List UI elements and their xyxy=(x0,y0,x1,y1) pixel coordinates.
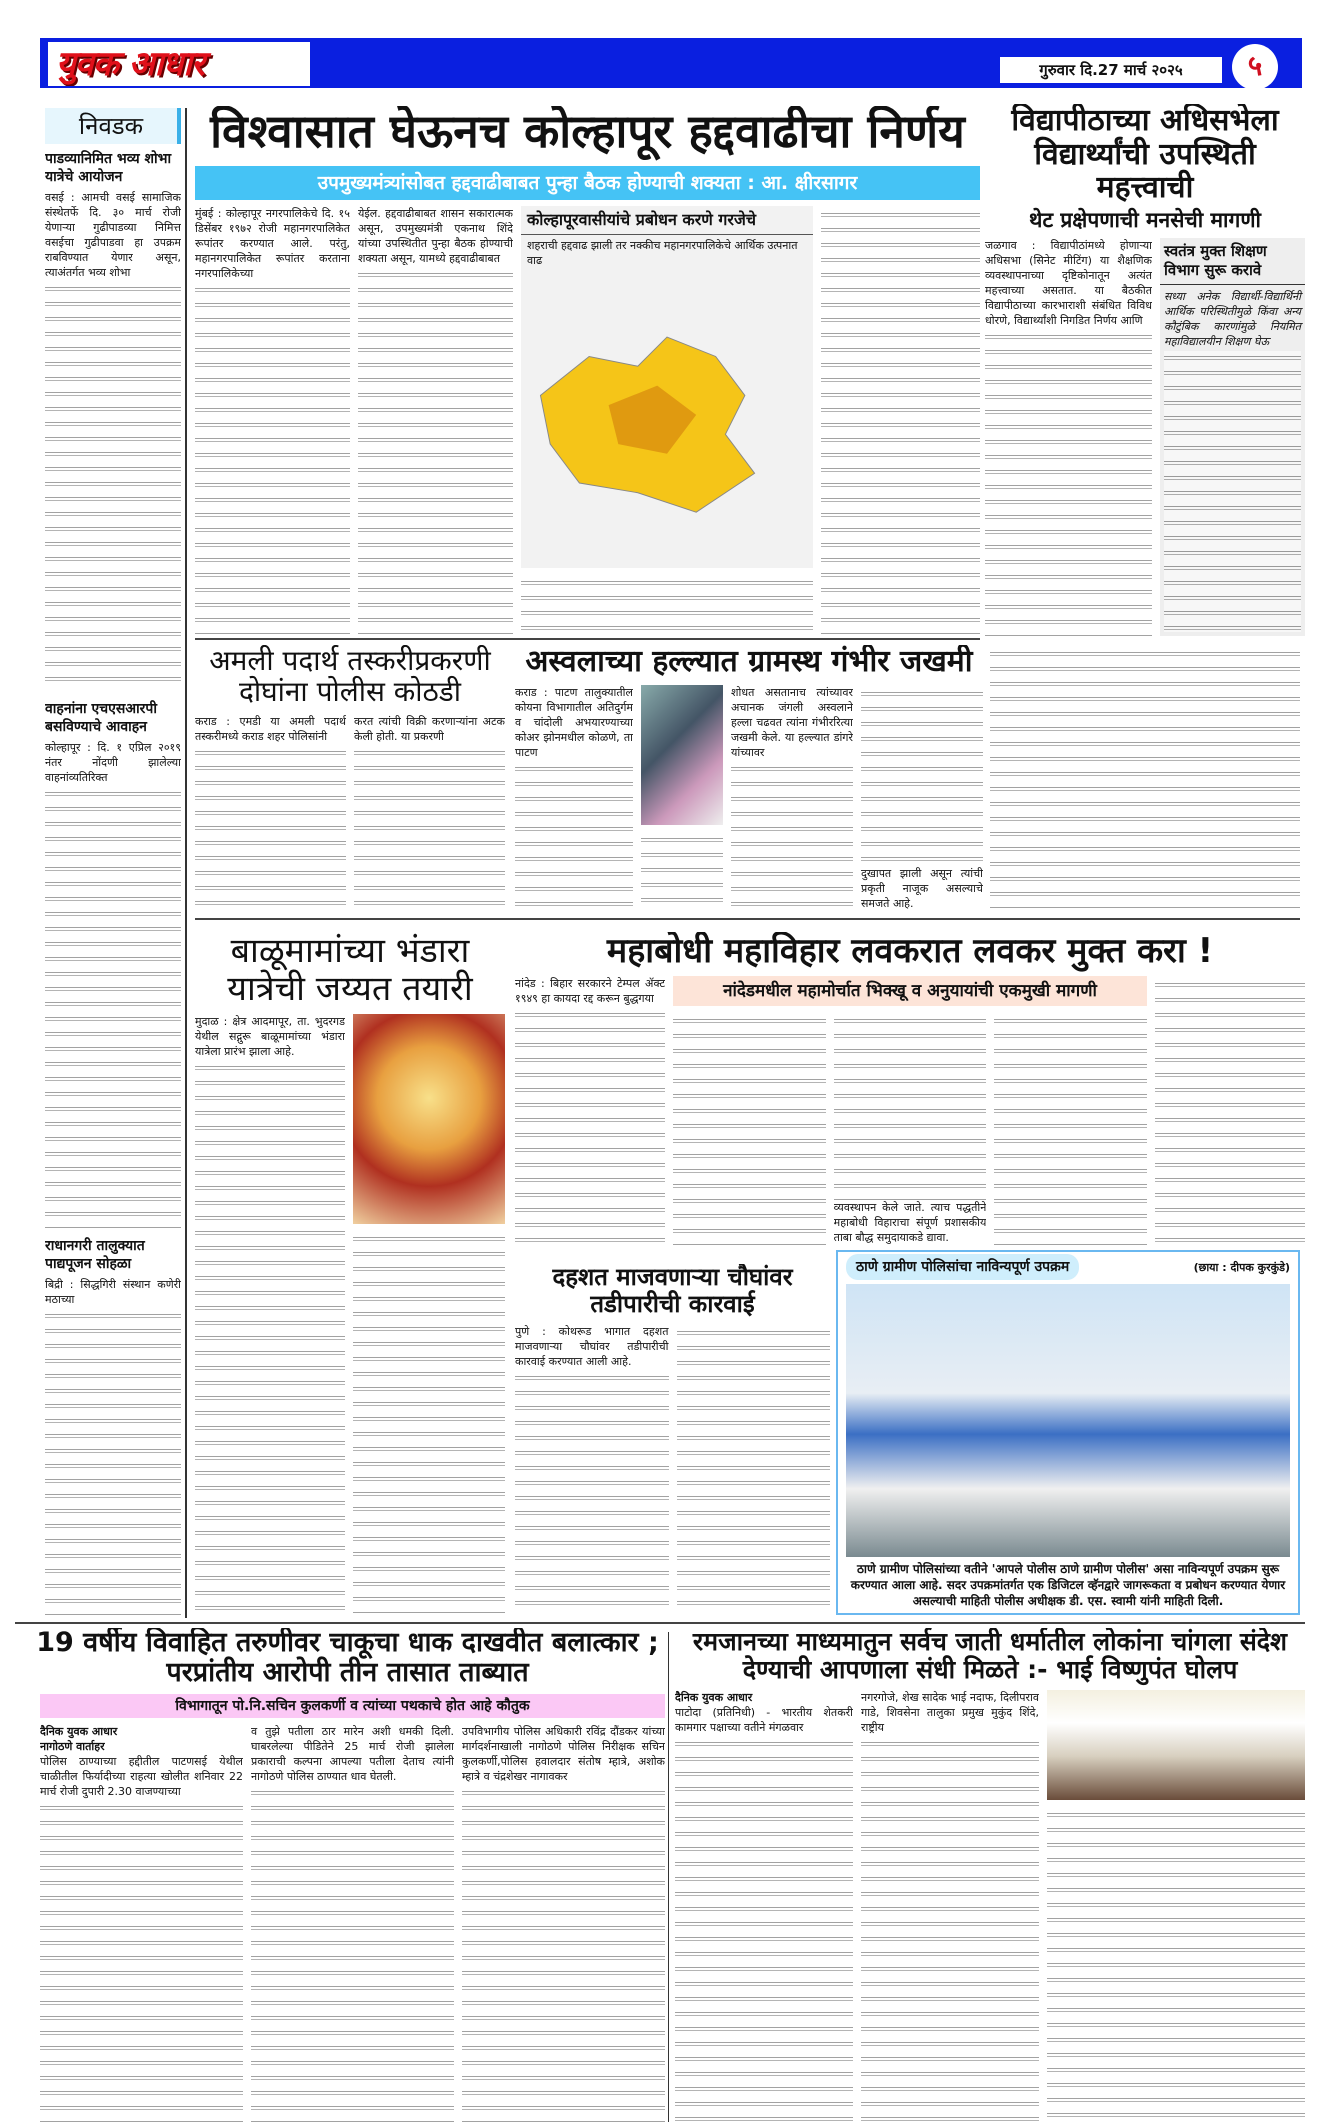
main-article-col1 xyxy=(195,206,350,634)
assault-article-col2 xyxy=(251,1724,454,2123)
mahabodhi-article-col4 xyxy=(994,1012,1147,1245)
article-text: पाटोदा (प्रतिनिधी) - भारतीय शेतकरी कामगार पक्षाच्या वतीने मंगळवार xyxy=(675,1706,853,1734)
ramzan-headline: रमजानच्या माध्यमातुन सर्वच जाती धर्मातील लोकांना चांगला संदेश देण्याची आपणाला संधी मिळते :- भाई विष्णुपंत घोलप xyxy=(692,1628,1288,1684)
university-article-col1 xyxy=(985,238,1152,636)
ramzan-photo-column xyxy=(1047,1690,1305,2123)
balumama-headline: बाळूमामांच्या भंडारा यात्रेची जय्यत तयारी xyxy=(227,932,473,1010)
article-text: कराड : पाटण तालुक्यातील कोयना विभागातील अतिदुर्गम व चांदोली अभयारण्याच्या कोअर झोनमधील कोळणे, ता पाटण xyxy=(515,685,633,759)
page-number: ५ xyxy=(1232,44,1278,90)
article-body-text xyxy=(515,1371,669,1614)
bear-article-col2 xyxy=(641,831,723,911)
article-text: येईल. हद्दवाढीबाबत शासन सकारात्मक असून, उपमुख्यमंत्री एकनाथ शिंदे यांच्या उपस्थितीत पुन्हा बैठक होण्याची शक्यता असून, यामध्ये हद्दवाढीबाबत xyxy=(358,206,513,265)
assault-banner: विभागातून पो.नि.सचिन कुलकर्णी व त्यांच्या पथकाचे होत आहे कौतुक xyxy=(40,1694,665,1718)
section-divider xyxy=(15,1622,1305,1624)
mahabodhi-article-col5 xyxy=(1155,976,1305,1245)
ramzan-article-col3 xyxy=(1047,1806,1305,2123)
article-text: बिद्री : सिद्धगिरी संस्थान कणेरी मठाच्या xyxy=(45,1278,181,1306)
newspaper-logo: युवक आधार xyxy=(48,42,310,86)
article-text: उपविभागीय पोलिस अधिकारी रविंद्र दौंडकर यांच्या मार्गदर्शनाखाली नागोठणे पोलिस निरीक्षक सचिन कुलकर्णी,पोलिस हवालदार संतोष म्हात्रे, अशोक म्हात्रे व चंद्रशेखर नागावकर xyxy=(462,1725,665,1784)
drugs-headline: अमली पदार्थ तस्करीप्रकरणी दोघांना पोलीस कोठडी xyxy=(209,645,491,709)
article-body-text xyxy=(195,1061,345,1615)
dateline: नागोठणे वार्ताहर xyxy=(40,1740,105,1754)
main-subheadline: उपमुख्यमंत्र्यांसोबत हद्दवाढीबाबत पुन्हा बैठक होण्याची शक्यता : आ. क्षीरसागर xyxy=(195,166,980,200)
bear-story xyxy=(515,645,983,911)
section-divider xyxy=(195,918,1300,920)
ramzan-article-col2 xyxy=(861,1690,1039,2123)
sidebar-story-2 xyxy=(45,700,181,1230)
mahabodhi-article-col1 xyxy=(515,976,665,1245)
article-body-text xyxy=(861,687,983,866)
bear-photo-column xyxy=(641,685,723,911)
sidebar-article-3 xyxy=(45,1277,181,1615)
article-body-text xyxy=(40,1801,243,2123)
open-education-title: स्वतंत्र मुक्त शिक्षण विभाग सुरू करावे xyxy=(1160,238,1305,285)
article-text: वसई : आमची वसई सामाजिक संस्थेतर्फे दि. ३० मार्च रोजी येणाऱ्या गुढीपाडव्या निमित्त वसईचा गुढीपाडवा हा उपक्रम राबविण्यात येणार असून, त्याअंतर्गत भव्य शोभा xyxy=(45,191,181,279)
mahabodhi-headline: महाबोधी महाविहार लवकरात लवकर मुक्त करा ! xyxy=(606,932,1214,971)
article-body-text xyxy=(673,1014,826,1245)
mahabodhi-center xyxy=(673,976,1147,1245)
sidebar-story-3 xyxy=(45,1237,181,1615)
article-text: व्यवस्थापन केले जाते. त्याच पद्धतीने महाबोधी विहाराचा संपूर्ण प्रशासकीय ताबा बौद्ध समुदायाकडे द्यावा. xyxy=(833,1201,987,1244)
article-text: कोल्हापूर : दि. १ एप्रिल २०१९ नंतर नोंदणी झालेल्या वाहनांव्यतिरिक्त xyxy=(45,741,181,784)
section-label-nivadak: निवडक xyxy=(45,108,181,144)
assault-story xyxy=(30,1628,665,2123)
article-body-text xyxy=(1047,1808,1305,2123)
university-story xyxy=(985,104,1305,636)
article-body-text xyxy=(45,1309,181,1615)
article-text: व तुझे पतीला ठार मारेन अशी धमकी दिली. घाबरलेल्या पीडितेने 25 मार्च रोजी झालेला प्रकाराची कल्पना आपल्या पतीला देताच त्यांनी नागोठणे पोलिस ठाण्यात धाव घेतली. xyxy=(251,1725,454,1784)
tadipar-article-col1 xyxy=(515,1324,669,1614)
article-text: कराड : एमडी या अमली पदार्थ तस्करीमध्ये कराड शहर पोलिसांनी xyxy=(195,714,346,743)
police-van-photo xyxy=(846,1284,1290,1557)
article-body-text xyxy=(821,208,980,634)
article-body-text xyxy=(861,1737,1039,2123)
sidebar-article-2 xyxy=(45,740,181,1230)
article-text: नांदेड : बिहार सरकारने टेम्पल ॲक्ट १९४९ हा कायदा रद्द करून बुद्धगया xyxy=(515,977,665,1006)
article-body-text xyxy=(641,833,723,911)
thane-box-title: ठाणे ग्रामीण पोलिसांचा नाविन्यपूर्ण उपक्रम xyxy=(846,1254,1079,1280)
thane-photo-caption: ठाणे ग्रामीण पोलिसांच्या वतीने 'आपले पोलीस ठाणे ग्रामीण पोलीस' असा नाविन्यपूर्ण उपक्रम सुरू करण्यात आला आहे. सदर उपक्रमांतर्गत एक डिजिटल व्हॅनद्वारे जागरूकता व प्रबोधन करण्यात येणार असल्याची माहिती पोलीस अधीक्षक डी. एस. स्वामी यांनी माहिती दिली. xyxy=(850,1562,1286,1608)
article-body-text xyxy=(1164,351,1301,632)
issue-date: गुरुवार दि.27 मार्च २०२५ xyxy=(1000,57,1222,83)
article-body-text xyxy=(45,787,181,1230)
ramzan-story xyxy=(675,1628,1305,2123)
balumama-photo-column xyxy=(353,1014,505,1615)
sidebar-headline-2: वाहनांना एचएसआरपी बसविण्याचे आवाहन xyxy=(45,701,157,735)
sidebar-headline-3: राधानगरी तालुक्यात पाद्यपूजन सोहळा xyxy=(45,1238,145,1272)
main-story xyxy=(195,106,980,634)
bear-victim-photo xyxy=(641,685,723,825)
article-body-text xyxy=(834,1014,987,1200)
article-text: दुखापत झाली असून त्यांची प्रकृती नाजूक असल्याचे समजते आहे. xyxy=(861,867,983,910)
column-divider xyxy=(185,108,187,1618)
mahabodhi-article-col3 xyxy=(834,1012,987,1245)
article-body-text xyxy=(462,1786,665,2123)
article-body-text xyxy=(1155,978,1305,1245)
main-center-column xyxy=(521,206,813,634)
column-divider xyxy=(668,1632,669,2122)
article-body-text xyxy=(195,746,346,911)
info-box xyxy=(521,206,813,568)
article-body-text xyxy=(990,647,1300,910)
drugs-article-col2 xyxy=(354,714,505,911)
sidebar-headline-1: पाडव्यानिमित भव्य शोभा यात्रेचे आयोजन xyxy=(45,151,172,185)
assault-headline: 19 वर्षीय विवाहित तरुणीवर चाकूचा धाक दाखवीत बलात्कार ; परप्रांतीय आरोपी तीन तासात ताब्यात xyxy=(36,1628,659,1689)
thane-police-box xyxy=(836,1250,1300,1615)
article-body-text xyxy=(251,1786,454,2123)
university-article-continued xyxy=(990,645,1300,910)
article-text: मुदाळ : क्षेत्र आदमापूर, ता. भुदरगड येथील सद्गुरू बाळूमामांच्या भंडारा यात्रेला प्रारंभ झाला आहे. xyxy=(195,1015,345,1059)
tadipar-story xyxy=(515,1264,830,1614)
article-body-text xyxy=(677,1326,831,1614)
article-body-text xyxy=(353,1232,505,1615)
byline: दैनिक युवक आधार xyxy=(675,1691,753,1704)
main-article-col2 xyxy=(358,206,513,634)
iftar-event-photo xyxy=(1047,1690,1305,1800)
open-education-text xyxy=(1160,285,1305,636)
bear-article-col4 xyxy=(861,685,983,911)
article-body-text xyxy=(994,1014,1147,1245)
assault-article-col3 xyxy=(462,1724,665,2123)
article-body-text xyxy=(45,282,181,692)
article-body-text xyxy=(354,746,505,911)
article-text: पुणे : कोथरूड भागात दहशत माजवणाऱ्या चौघांवर तडीपारीची कारवाई करण्यात आली आहे. xyxy=(515,1324,669,1368)
article-text: पोलिस ठाण्याच्या हद्दीतील पाटणसई येथील चाळीतील फिर्यादीच्या राहत्या खोलीत शनिवार 22 मार्च रोजी दुपारी 2.30 वाजण्याच्या xyxy=(40,1755,243,1799)
mahabodhi-article-col2 xyxy=(673,1012,826,1245)
drugs-story xyxy=(195,645,505,911)
article-body-text xyxy=(985,330,1152,636)
article-text: जळगाव : विद्यापीठांमध्ये होणाऱ्या अधिसभा (सिनेट मीटिंग) या शैक्षणिक व्यवस्थापनाच्या दृष्टिकोनातून अत्यंत महत्त्वाच्या असतात. या बैठकीत विद्यापीठाच्या कारभाराशी संबंधित विविध धोरणे, विद्यार्थ्यांशी निगडित निर्णय आणि xyxy=(985,239,1152,328)
balumama-idol-photo xyxy=(353,1014,505,1224)
article-body-text xyxy=(731,762,853,911)
ramzan-article-col1 xyxy=(675,1690,853,2123)
mahabodhi-subheadline: नांदेडमधील महामोर्चात भिक्खू व अनुयायांची एकमुखी मागणी xyxy=(673,976,1147,1006)
open-education-box xyxy=(1160,238,1305,636)
article-body-text xyxy=(515,762,633,911)
info-box-title: कोल्हापूरवासीयांचे प्रबोधन करणे गरजेचे xyxy=(521,206,813,235)
article-body-text xyxy=(515,1008,665,1245)
article-body-text xyxy=(521,576,813,634)
bear-article-col1 xyxy=(515,685,633,911)
byline: दैनिक युवक आधार xyxy=(40,1725,118,1739)
assault-article-col1 xyxy=(40,1724,243,2123)
article-text: मुंबई : कोल्हापूर नगरपालिकेचे दि. १५ डिसेंबर १९७२ रोजी महानगरपालिकेत रूपांतर करण्यात आले. परंतु, महानगरपालिकेत रूपांतर करताना नगरपालिकेच्या xyxy=(195,206,350,280)
sidebar-article-1 xyxy=(45,190,181,692)
tadipar-article-col2 xyxy=(677,1324,831,1614)
section-divider xyxy=(195,638,980,640)
main-article-col4 xyxy=(821,206,980,634)
article-text: करत त्यांची विक्री करणाऱ्यांना अटक केली होती. या प्रकरणी xyxy=(354,714,505,743)
kolhapur-map-graphic xyxy=(521,271,813,568)
mahabodhi-story xyxy=(515,932,1305,1245)
university-headline: विद्यापीठाच्या अधिसभेला विद्यार्थ्यांची उपस्थिती महत्त्वाची xyxy=(1011,104,1279,206)
article-text: नगरगोजे, शेख सादेक भाई नदाफ, दिलीपराव गाडे, शिवसेना तालुका प्रमुख मुकुंद शिंदे, राष्ट्रीय xyxy=(861,1691,1039,1734)
university-subheadline: थेट प्रक्षेपणाची मनसेची मागणी xyxy=(1029,207,1261,232)
tadipar-headline: दहशत माजवणाऱ्या चौघांवर तडीपारीची कारवाई xyxy=(552,1264,793,1318)
photo-credit: (छाया : दीपक कुरकुंडे) xyxy=(1193,1260,1290,1274)
drugs-article-col1 xyxy=(195,714,346,911)
sidebar-story-1 xyxy=(45,150,181,692)
thane-box-header xyxy=(846,1254,1290,1280)
article-body-text xyxy=(675,1737,853,2123)
article-text: सध्या अनेक विद्यार्थी-विद्यार्थिनी आर्थिक परिस्थितीमुळे किंवा अन्य कौटुंबिक कारणांमुळे नियमित महाविद्यालयीन शिक्षण घेऊ xyxy=(1164,290,1301,349)
main-article-under-map xyxy=(521,574,813,634)
article-text: शोधत असतानाच त्यांच्यावर अचानक जंगली अस्वलाने हल्ला चढवत त्यांना गंभीररित्या जखमी केले. या हल्ल्यात डांगरे यांच्यावर xyxy=(731,685,853,759)
bear-article-col3 xyxy=(731,685,853,911)
main-headline: विश्वासात घेऊनच कोल्हापूर हद्दवाढीचा निर्णय xyxy=(210,106,965,158)
article-body-text xyxy=(358,268,513,634)
balumama-story xyxy=(195,932,505,1615)
info-box-lead: शहराची हद्दवाढ झाली तर नक्कीच महानगरपालिकेचे आर्थिक उत्पनात वाढ xyxy=(527,238,798,267)
balumama-article-col1 xyxy=(195,1014,345,1615)
balumama-article-col2 xyxy=(353,1230,505,1615)
bear-attack-headline: अस्वलाच्या हल्ल्यात ग्रामस्थ गंभीर जखमी xyxy=(525,645,973,679)
article-body-text xyxy=(195,283,350,634)
